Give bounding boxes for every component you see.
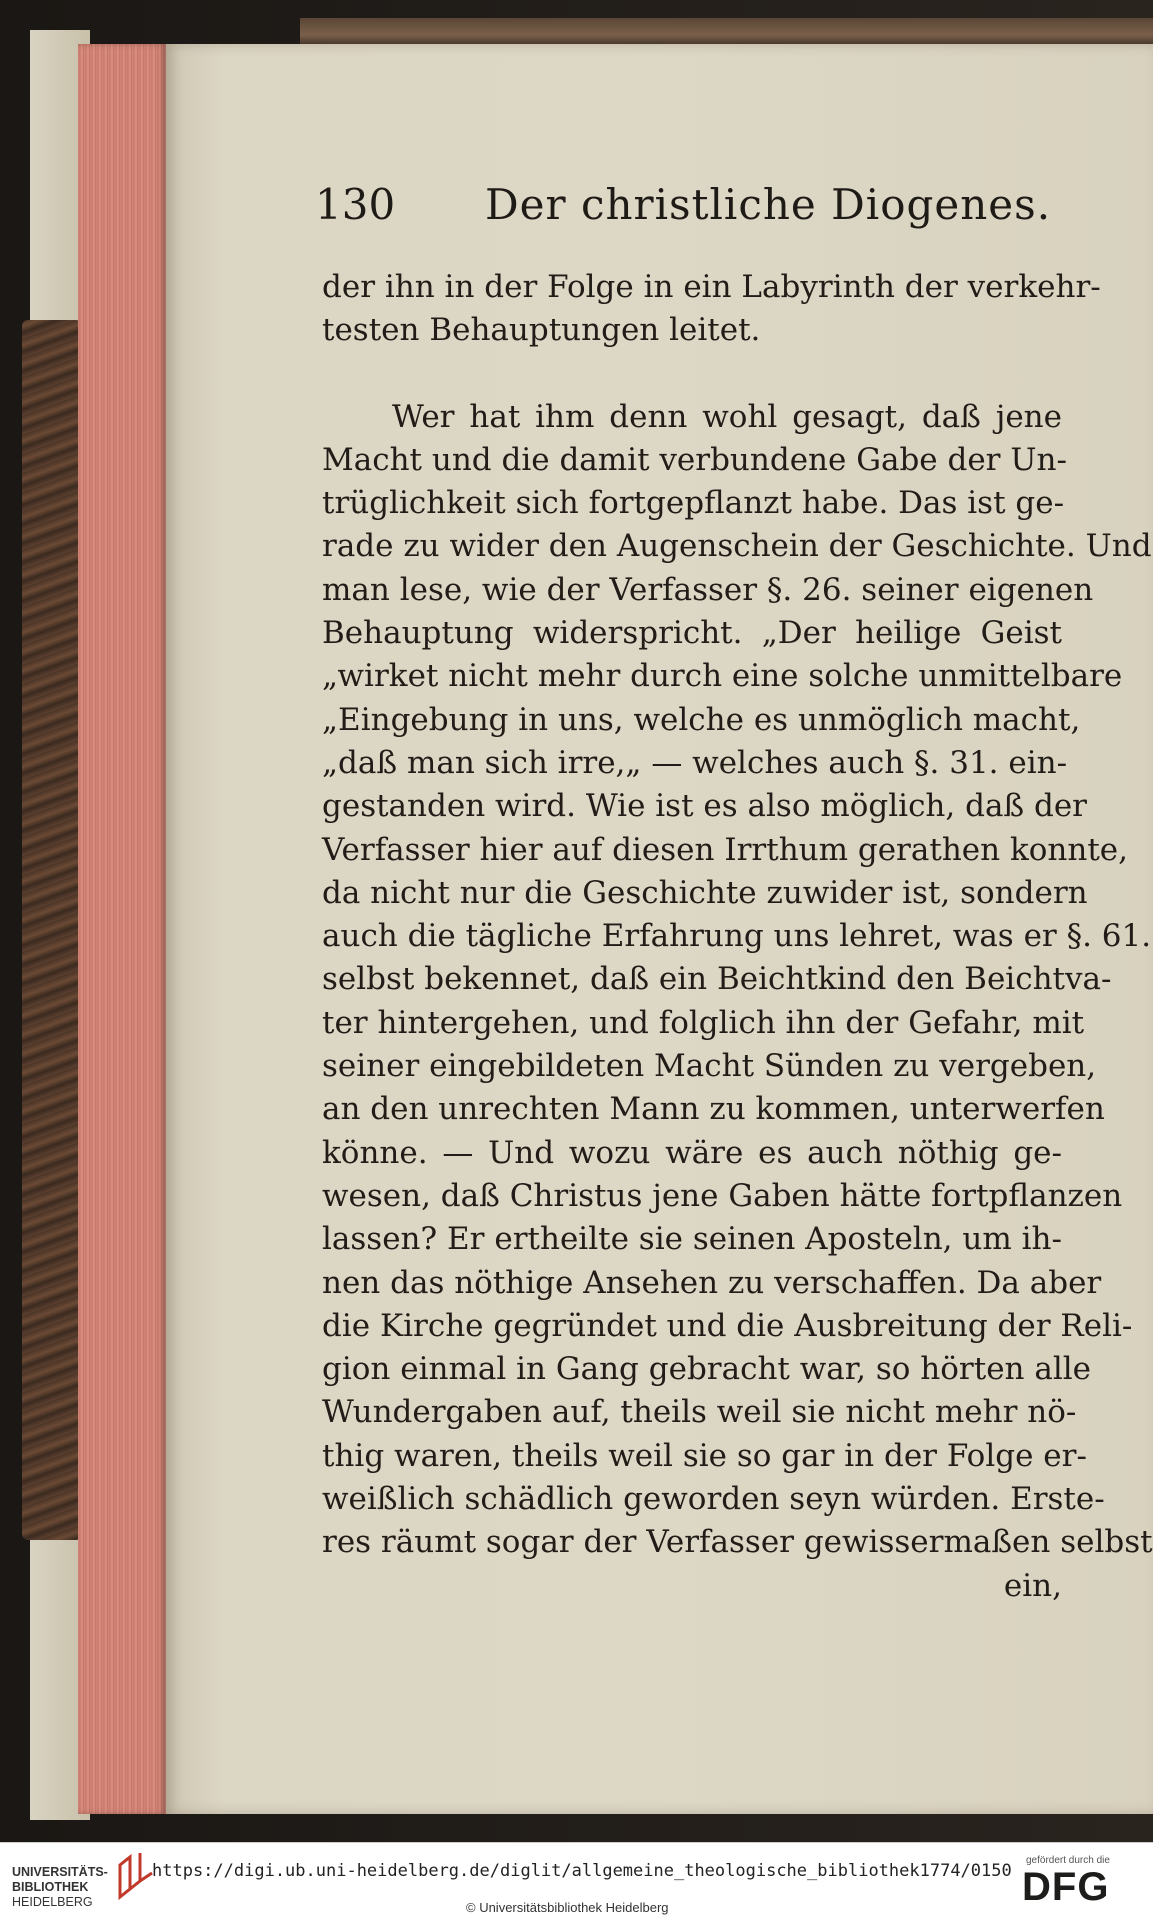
text-line: Verfasser hier auf diesen Irrthum gerathen konnte,: [322, 831, 1128, 868]
text-line: seiner eingebildeten Macht Sünden zu vergeben,: [322, 1048, 1097, 1085]
library-name-line3: HEIDELBERG: [12, 1895, 93, 1909]
text-line: weißlich schädlich geworden seyn würden. Erste-: [322, 1481, 1105, 1518]
text-line: die Kirche gegründet und die Ausbreitung der Reli-: [322, 1307, 1133, 1344]
body-text: [322, 266, 1153, 1608]
library-name-line1: UNIVERSITÄTS-: [12, 1865, 108, 1879]
text-line: selbst bekennet, daß ein Beichtkind den Beichtva-: [322, 961, 1112, 998]
text-line: lassen? Er ertheilte sie seinen Aposteln, um ih-: [322, 1221, 1062, 1258]
text-line: trüglichkeit sich fortgepflanzt habe. Das ist ge-: [322, 485, 1065, 522]
paragraph-gap: [322, 353, 1062, 396]
text-line: thig waren, theils weil sie so gar in der Folge er-: [322, 1437, 1087, 1474]
text-line: der ihn in der Folge in ein Labyrinth der verkehr-: [322, 269, 1101, 305]
text-line: gion einmal in Gang gebracht war, so hörten alle: [322, 1351, 1092, 1388]
text-line: res räumt sogar der Verfasser gewissermaßen selbst: [322, 1524, 1153, 1561]
viewer-footer: [0, 1842, 1153, 1926]
copyright-notice: © Universitätsbibliothek Heidelberg: [466, 1900, 669, 1915]
text-line: Macht und die damit verbundene Gabe der Un-: [322, 441, 1067, 478]
text-line: auch die tägliche Erfahrung uns lehret, was er §. 61.: [322, 918, 1152, 955]
text-line: nen das nöthige Ansehen zu verschaffen. Da aber: [322, 1264, 1102, 1301]
text-line: Wer hat ihm denn wohl gesagt, daß jene: [392, 398, 1062, 435]
text-line: testen Behauptungen leitet.: [322, 312, 761, 349]
library-name-line2: BIBLIOTHEK: [12, 1880, 89, 1894]
text-line: Wundergaben auf, theils weil sie nicht mehr nö-: [322, 1394, 1077, 1431]
leather-spine: [22, 320, 82, 1540]
catchword: ein,: [1003, 1567, 1062, 1604]
text-line: an den unrechten Mann zu kommen, unterwerfen: [322, 1091, 1105, 1128]
text-line: ter hintergehen, und folglich ihn der Gefahr, mit: [322, 1004, 1085, 1041]
top-binding-edge: [300, 18, 1153, 46]
text-line: rade zu wider den Augenschein der Geschichte. Und: [322, 528, 1152, 565]
page-header: [315, 180, 1075, 240]
text-line: man lese, wie der Verfasser §. 26. seiner eigenen: [322, 571, 1094, 608]
text-line: gestanden wird. Wie ist es also möglich, daß der: [322, 788, 1087, 825]
text-line: da nicht nur die Geschichte zuwider ist, sondern: [322, 874, 1088, 911]
dfg-logo[interactable]: DFG: [1022, 1865, 1110, 1909]
text-line: „Eingebung in uns, welche es unmöglich macht,: [322, 701, 1081, 738]
permalink-url[interactable]: https://digi.ub.uni-heidelberg.de/diglit/allgemeine_theologische_bibliothek1774/0150: [152, 1861, 1012, 1881]
page-number: 130: [315, 180, 396, 229]
text-line: „daß man sich irre,„ — welches auch §. 31. ein-: [322, 744, 1068, 781]
text-line: „wirket nicht mehr durch eine solche unmittelbare: [322, 658, 1123, 695]
red-page-edges: [78, 44, 166, 1814]
running-title: Der christliche Diogenes.: [485, 180, 1052, 229]
text-line: Behauptung widerspricht. „Der heilige Geist: [322, 615, 1062, 652]
text-line: wesen, daß Christus jene Gaben hätte fortpflanzen: [322, 1177, 1123, 1214]
text-line: könne. — Und wozu wäre es auch nöthig ge-: [322, 1134, 1062, 1171]
funding-note: gefördert durch die: [1026, 1855, 1110, 1866]
